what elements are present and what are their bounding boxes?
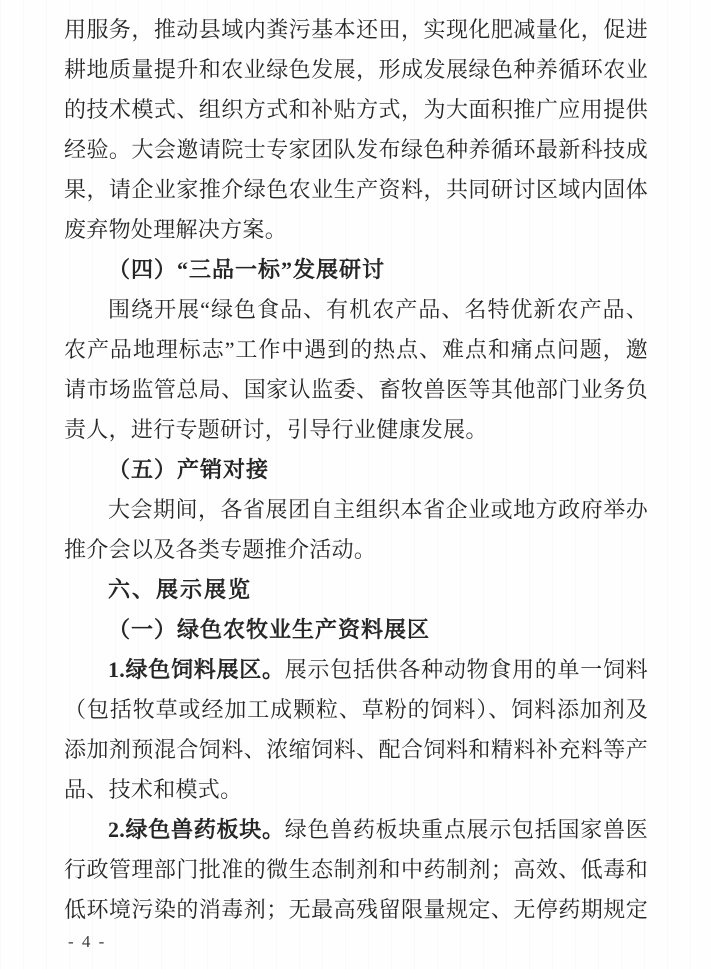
page-number: - 4 - bbox=[68, 932, 107, 951]
page-body bbox=[64, 10, 648, 930]
body-line: 品、技术和模式。 bbox=[64, 777, 243, 802]
body-line: 耕地质量提升和农业绿色发展，形成发展绿色种养循环农业 bbox=[64, 57, 648, 82]
body-line bbox=[64, 810, 648, 850]
body-line: 农产品地理标志”工作中遇到的热点、难点和痛点问题，邀 bbox=[64, 337, 648, 362]
body-line: 添加剂预混合饲料、浓缩饲料、配合饲料和精料补充料等产 bbox=[64, 737, 648, 762]
body-line: 果，请企业家推介绿色农业生产资料，共同研讨区域内固体 bbox=[64, 177, 648, 202]
section-heading-6: 六、展示展览 bbox=[108, 577, 253, 602]
body-line: 推介会以及各类专题推介活动。 bbox=[64, 537, 377, 562]
body-line: 行政管理部门批准的微生态制剂和中药制剂；高效、低毒和 bbox=[64, 857, 648, 882]
body-line: 低环境污染的消毒剂；无最高残留限量规定、无停药期规定 bbox=[64, 897, 648, 922]
item-lead-rest: 展示包括供各种动物食用的单一饲料 bbox=[284, 657, 648, 682]
body-line: 废弃物处理解决方案。 bbox=[64, 217, 288, 242]
body-line: 围绕开展“绿色食品、有机农产品、名特优新农产品、 bbox=[108, 297, 648, 322]
body-line: 用服务，推动县域内粪污基本还田，实现化肥减量化，促进 bbox=[64, 17, 648, 42]
body-line: 大会期间，各省展团自主组织本省企业或地方政府举办 bbox=[108, 497, 648, 522]
item-lead-rest: 绿色兽药板块重点展示包括国家兽医 bbox=[284, 817, 648, 842]
item-lead-label: 2.绿色兽药板块。 bbox=[108, 817, 285, 842]
section-heading-4: （四）“三品一标”发展研讨 bbox=[108, 257, 386, 282]
body-line bbox=[64, 650, 648, 690]
section-heading-6-1: （一）绿色农牧业生产资料展区 bbox=[108, 617, 431, 642]
section-heading-5: （五）产销对接 bbox=[108, 457, 270, 482]
body-line: 请市场监管总局、国家认监委、畜牧兽医等其他部门业务负 bbox=[64, 377, 648, 402]
body-line: 责人，进行专题研讨，引导行业健康发展。 bbox=[64, 417, 488, 442]
body-line: 经验。大会邀请院士专家团队发布绿色种养循环最新科技成 bbox=[64, 137, 648, 162]
item-lead-label: 1.绿色饲料展区。 bbox=[108, 657, 285, 682]
body-line: 的技术模式、组织方式和补贴方式，为大面积推广应用提供 bbox=[64, 97, 648, 122]
body-line: （包括牧草或经加工成颗粒、草粉的饲料）、饲料添加剂及 bbox=[64, 697, 648, 722]
